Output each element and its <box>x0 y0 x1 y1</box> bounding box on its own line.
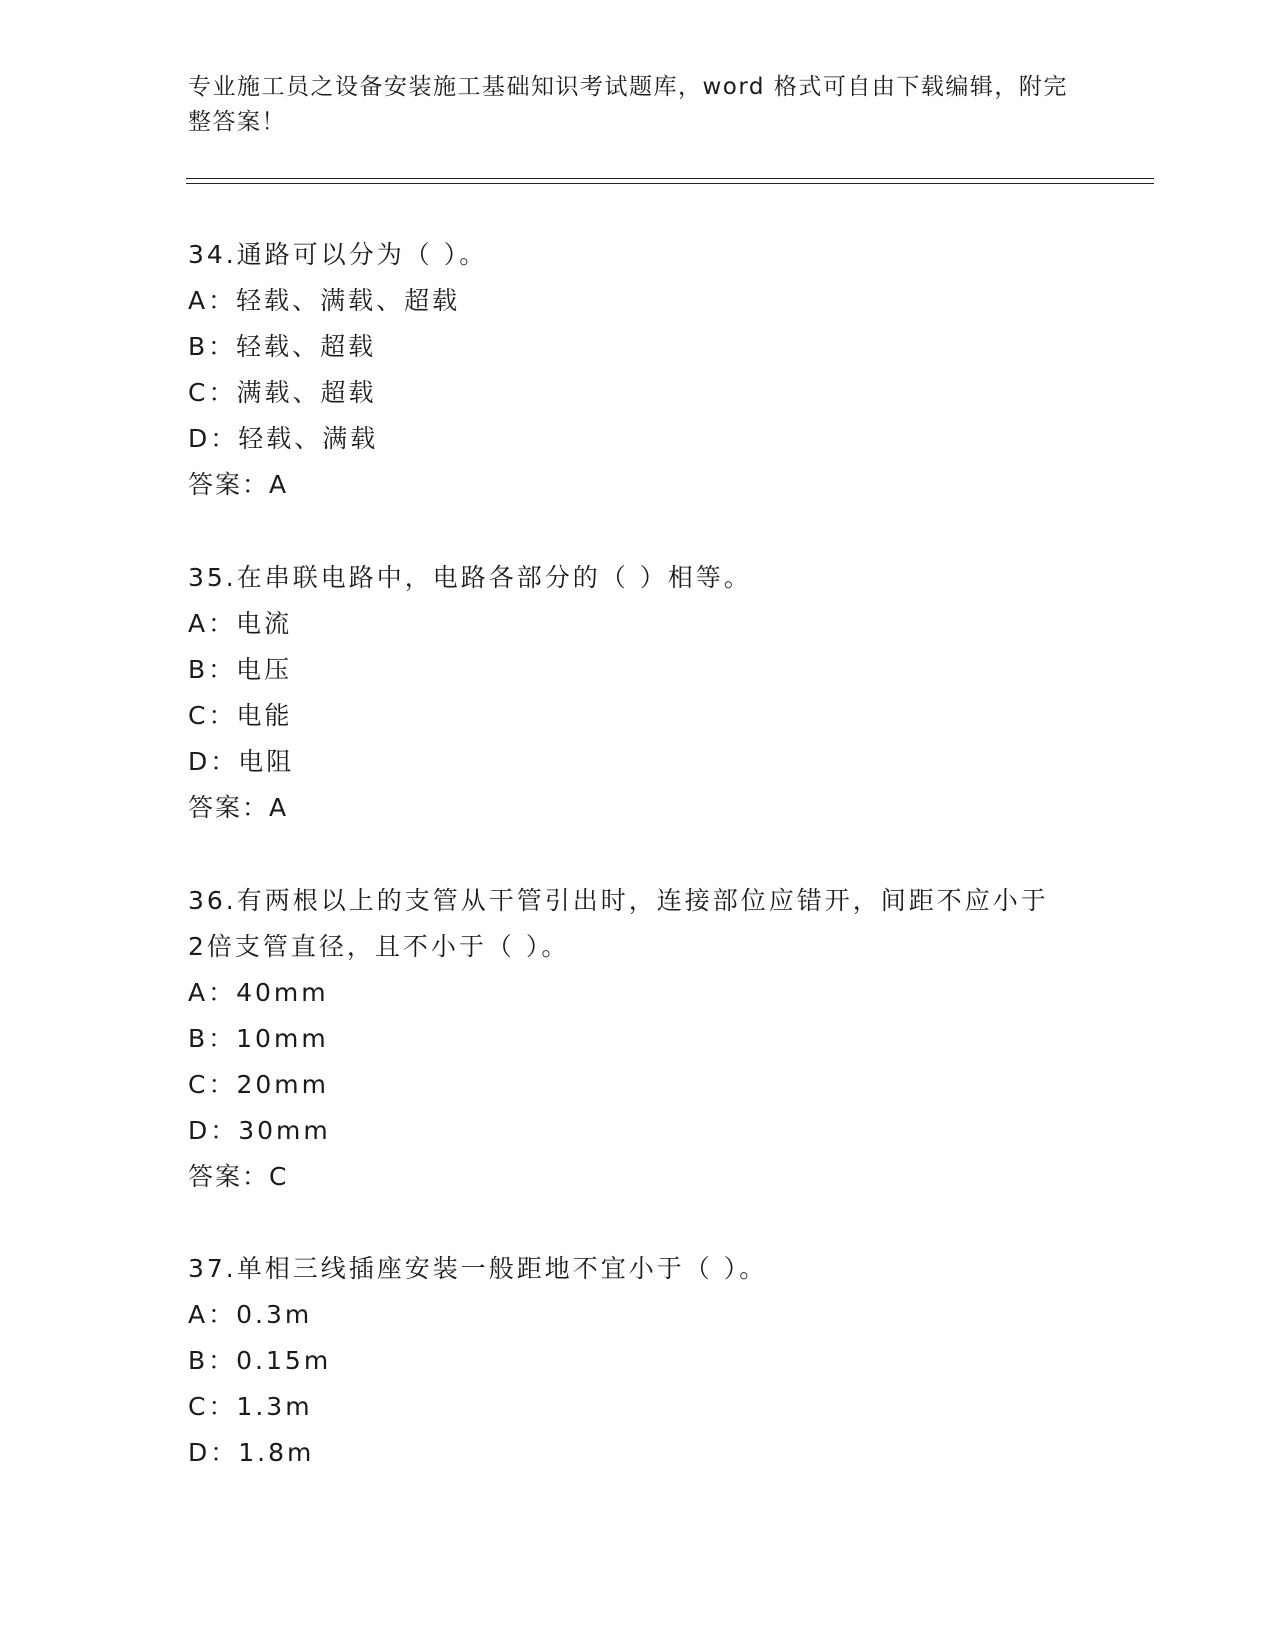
header-line-1: 专业施工员之设备安装施工基础知识考试题库，word 格式可自由下载编辑，附完 <box>188 74 1068 100</box>
header-line-2: 整答案！ <box>188 109 286 135</box>
option-d: D：轻载、满载 <box>188 424 379 453</box>
question-37 <box>188 1246 1088 1476</box>
option-c: C：20mm <box>188 1070 329 1099</box>
option-c: C：满载、超载 <box>188 378 377 407</box>
option-d: D：电阻 <box>188 747 295 776</box>
option-b: B：轻载、超载 <box>188 332 377 361</box>
option-a: A：轻载、满载、超载 <box>188 286 461 315</box>
question-stem-line-2: 2倍支管直径，且不小于（ ）。 <box>188 932 570 961</box>
answer: 答案：C <box>188 1162 289 1191</box>
option-a: A：0.3m <box>188 1300 313 1329</box>
header-divider-top <box>186 178 1154 179</box>
question-36 <box>188 878 1088 1200</box>
option-b: B：电压 <box>188 655 293 684</box>
option-b: B：0.15m <box>188 1346 332 1375</box>
question-34 <box>188 232 1088 508</box>
question-stem: 35.在串联电路中，电路各部分的（ ）相等。 <box>188 563 752 592</box>
answer: 答案：A <box>188 793 289 822</box>
question-35 <box>188 555 1088 831</box>
option-a: A：电流 <box>188 609 293 638</box>
question-stem-line-1: 36.有两根以上的支管从干管引出时，连接部位应错开，间距不应小于 <box>188 886 1049 915</box>
answer: 答案：A <box>188 470 289 499</box>
option-c: C：1.3m <box>188 1392 313 1421</box>
document-header <box>188 70 1068 140</box>
option-c: C：电能 <box>188 701 293 730</box>
header-divider-bottom <box>186 183 1154 184</box>
question-stem: 34.通路可以分为（ ）。 <box>188 240 488 269</box>
question-stem: 37.单相三线插座安装一般距地不宜小于（ ）。 <box>188 1254 768 1283</box>
option-d: D：30mm <box>188 1116 331 1145</box>
option-d: D：1.8m <box>188 1438 315 1467</box>
option-b: B：10mm <box>188 1024 329 1053</box>
option-a: A：40mm <box>188 978 329 1007</box>
